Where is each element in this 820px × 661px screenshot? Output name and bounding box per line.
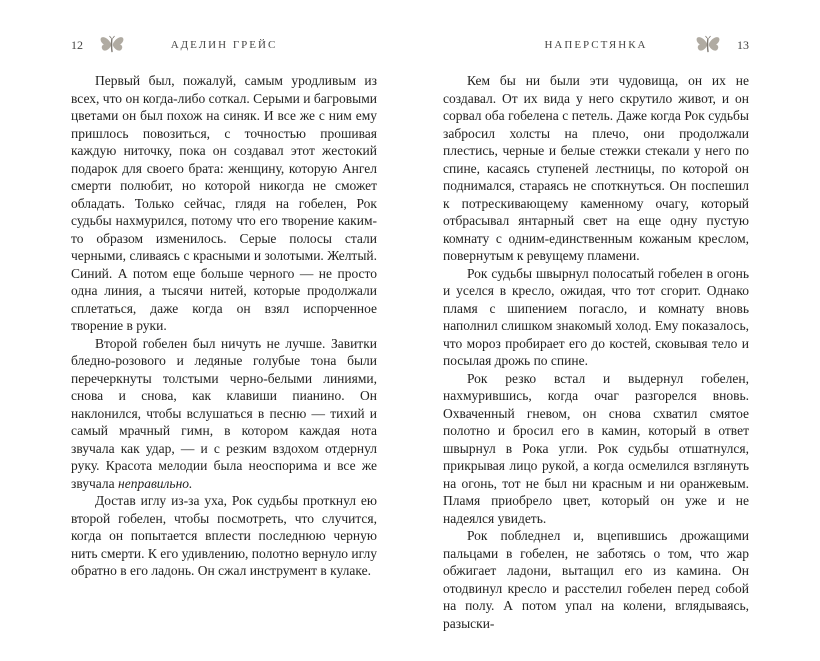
left-page-header	[71, 34, 377, 56]
running-title-author: АДЕЛИН ГРЕЙС	[170, 39, 278, 51]
right-page	[443, 34, 749, 632]
running-title-book: НАПЕРСТЯНКА	[544, 39, 648, 51]
butterfly-icon	[99, 35, 125, 55]
left-page	[71, 34, 377, 632]
butterfly-icon	[695, 35, 721, 55]
paragraph: Рок судьбы швырнул полосатый гобелен в огонь и уселся в кресло, ожидая, что тот сгорит. Однако пламя с шипением погасло, и комнату вновь наполнил слишком знакомый холод. Ему показалось, что мороз пробирает его до костей, сковывая тело и посылая дрожь по спине.	[443, 265, 749, 368]
paragraph: Достав иглу из-за уха, Рок судьбы проткнул ею второй гобелен, чтобы посмотреть, что случится, когда он попытается вплести последнюю черную нить смерти. К его удивлению, полотно вернуло иглу обратно в его ладонь. Он сжал инструмент в кулаке.	[71, 493, 377, 578]
paragraph-text: Второй гобелен был ничуть не лучше. Завитки бледно-розового и ледяные голубые тона были перечеркнуты толстыми черно-белыми линиями, снова и снова, как клавиши пианино. Он наклонился, чтобы вслушаться в песню — тихий и самый мрачный гимн, в котором каждая нота звучала как удар, — и с резким вздохом отдернул руку. Красота мелодии была неоспорима и все же звучала	[71, 335, 377, 491]
emphasized-word: неправильно.	[118, 475, 193, 491]
right-page-text	[443, 72, 749, 632]
paragraph: Кем бы ни были эти чудовища, он их не создавал. От их вида у него скрутило живот, и он сорвал оба гобелена с петель. Даже когда Рок судьбы забросил холсты на плечо, они продолжали плестись, черные и белые стежки стекали у него по спине, касаясь ступеней лестницы, по которой он поднимался, стараясь не споткнуться. Он поспешил к потрескивающему каменному очагу, который отбрасывал янтарный свет на еще одну пустую комнату с одним-единственным кожаным креслом, повернутым к ревущему пламени.	[443, 73, 749, 263]
paragraph: Рок резко встал и выдернул гобелен, нахмурившись, когда очаг разгорелся вновь. Охваченный гневом, он снова схватил смятое полотно и бросил его в камин, который в ответ швырнул в Рока угли. Рок судьбы отшатнулся, прикрывая лицо рукой, а когда осмелился взглянуть на огонь, тот не был ни красным и ни оранжевым. Пламя приобрело цвет, который он уже и не надеялся увидеть.	[443, 370, 749, 526]
left-page-text	[71, 72, 377, 580]
paragraph: Первый был, пожалуй, самым уродливым из всех, что он когда-либо соткал. Серыми и багровыми цветами он был похож на синяк. И все же с ним ему пришлось повозиться, с точностью прошивая каждую ниточку, пока он создавал этот жестокий подарок для своего брата: женщину, которую Ангел смерти полюбит, но которой никогда не сможет обладать. Только сейчас, глядя на гобелен, Рок судьбы нахмурился, потому что его творение каким-то образом изменилось. Серые полосы стали черными, сливаясь с красными и золотыми. Желтый. Синий. А потом еще больше черного — не просто одна линия, а тысячи нитей, которые продолжали сплетаться, даже когда он взял испорченное творение в руки.	[71, 73, 377, 333]
paragraph	[71, 335, 377, 493]
left-page-number: 12	[71, 37, 83, 52]
paragraph: Рок побледнел и, вцепившись дрожащими пальцами в гобелен, не заботясь о том, что жар обжигает ладони, вытащил его из камина. Он отодвинул кресло и расстелил гобелен перед собой на полу. А потом упал на колени, вглядываясь, разыски-	[443, 528, 749, 631]
right-page-number: 13	[737, 37, 749, 52]
right-page-header	[443, 34, 749, 56]
